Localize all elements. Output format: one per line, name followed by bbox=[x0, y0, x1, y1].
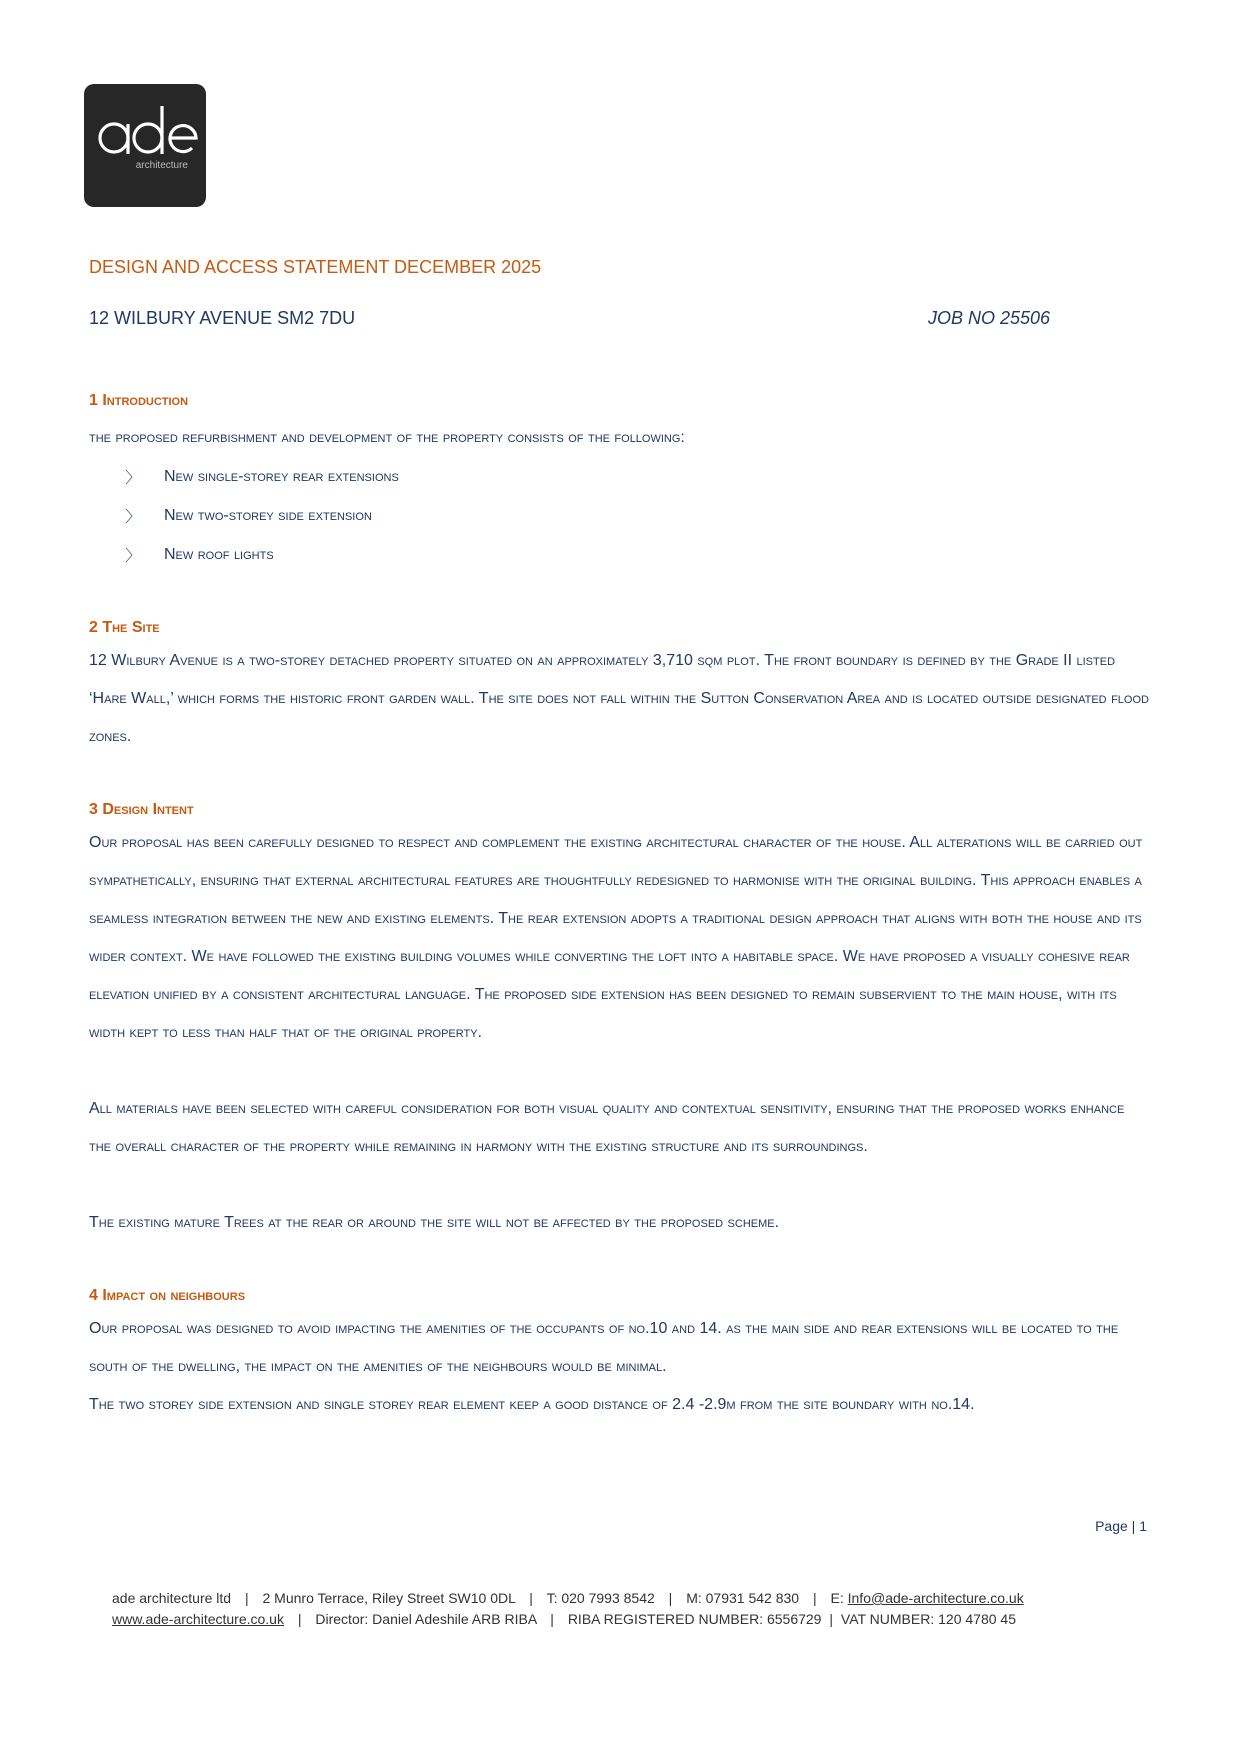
list-item-label: New roof lights bbox=[164, 545, 274, 563]
list-item bbox=[89, 535, 1149, 574]
list-item-label: New two-storey side extension bbox=[164, 506, 372, 524]
footer-director: Director: Daniel Adeshile ARB RIBA bbox=[315, 1611, 537, 1627]
ade-logo-mark bbox=[84, 84, 206, 207]
footer-separator: | bbox=[812, 1590, 817, 1606]
list-item bbox=[89, 496, 1149, 535]
design-paragraph: The existing mature Trees at the rear or around the site will not be affected by the proposed scheme. bbox=[89, 1214, 780, 1231]
company-logo bbox=[84, 84, 206, 207]
footer-riba: RIBA REGISTERED NUMBER: 6556729 bbox=[567, 1611, 822, 1627]
footer-website-link[interactable]: www.ade-architecture.co.uk bbox=[112, 1611, 284, 1627]
section-design-intent bbox=[89, 796, 1149, 1242]
footer-phone: T: 020 7993 8542 bbox=[546, 1590, 655, 1606]
neighbours-paragraph: The two storey side extension and single storey rear element keep a good distance of 2.4 -2.9m from the site boundary with no.14. bbox=[89, 1396, 975, 1413]
neighbours-paragraph: Our proposal was designed to avoid impacting the amenities of the occupants of no.10 and 14. as the main side and rear extensions will be located to the south of the dwelling, the impact on the amenities of the neighbours would be minimal. bbox=[89, 1320, 1119, 1375]
section-heading: 4 Impact on neighbours bbox=[89, 1287, 246, 1304]
list-item bbox=[89, 457, 1149, 496]
footer-separator: | bbox=[529, 1590, 533, 1606]
job-number: JOB NO 25506 bbox=[928, 308, 1051, 328]
footer-separator: | bbox=[244, 1590, 249, 1606]
footer-company: ade architecture ltd bbox=[112, 1590, 232, 1606]
footer-separator: | bbox=[550, 1611, 554, 1627]
angle-right-icon: 〉 bbox=[125, 548, 142, 565]
property-address: 12 WILBURY AVENUE SM2 7DU bbox=[89, 308, 356, 328]
page-number: Page | 1 bbox=[1095, 1518, 1147, 1534]
footer-separator: | bbox=[668, 1590, 673, 1606]
document-body bbox=[89, 387, 1149, 1424]
footer-line-1 bbox=[112, 1588, 1024, 1609]
footer-line-2 bbox=[112, 1609, 1024, 1630]
design-paragraph: Our proposal has been carefully designed to respect and complement the existing architectural character of the house. All alterations will be carried out sympathetically, ensuring that external architectural features are thoughtfully redesigned to harmonise with the original building. This approach enables a seamless integration between the new and existing elements. The rear extension adopts a traditional design approach that aligns with both the house and its wider context. We have followed the existing building volumes while converting the loft into a habitable space. We have proposed a visually cohesive rear elevation unified by a consistent architectural language. The proposed side extension has been designed to remain subservient to the main house, with its width kept to less than half that of the original property. bbox=[89, 834, 1143, 1041]
list-item-label: New single-storey rear extensions bbox=[164, 467, 399, 485]
page-footer bbox=[112, 1588, 1024, 1630]
footer-vat: VAT NUMBER: 120 4780 45 bbox=[840, 1611, 1016, 1627]
angle-right-icon: 〉 bbox=[125, 470, 142, 487]
section-impact-neighbours bbox=[89, 1282, 1149, 1424]
section-heading: 2 The Site bbox=[89, 619, 160, 636]
section-heading: 3 Design Intent bbox=[89, 801, 194, 818]
footer-separator: | bbox=[297, 1611, 302, 1627]
proposal-list bbox=[89, 457, 1149, 574]
section-site bbox=[89, 614, 1149, 756]
document-title: DESIGN AND ACCESS STATEMENT DECEMBER 2025 bbox=[89, 257, 542, 277]
design-paragraph: All materials have been selected with careful consideration for both visual quality and contextual sensitivity, ensuring that the proposed works enhance the overall character of the property while remaining in harmony with the existing structure and its surroundings. bbox=[89, 1100, 1125, 1155]
footer-email-link[interactable]: Info@ade-architecture.co.uk bbox=[847, 1590, 1024, 1606]
site-paragraph: 12 Wilbury Avenue is a two-storey detached property situated on an approximately 3,710 sqm plot. The front boundary is defined by the Grade II listed ‘Hare Wall,’ which forms the historic front garden wall. The site does not fall within the Sutton Conservation Area and is located outside designated flood zones. bbox=[89, 652, 1149, 745]
angle-right-icon: 〉 bbox=[125, 509, 142, 526]
footer-mobile: M: 07931 542 830 bbox=[686, 1590, 800, 1606]
footer-address: 2 Munro Terrace, Riley Street SW10 0DL bbox=[262, 1590, 516, 1606]
section-introduction bbox=[89, 387, 1149, 574]
section-heading: 1 Introduction bbox=[89, 392, 189, 409]
logo-subtext: architecture bbox=[135, 160, 188, 171]
footer-separator: | bbox=[829, 1611, 833, 1627]
footer-email-label: E: bbox=[830, 1590, 848, 1606]
intro-lead: the proposed refurbishment and development of the property consists of the following: bbox=[89, 429, 685, 446]
